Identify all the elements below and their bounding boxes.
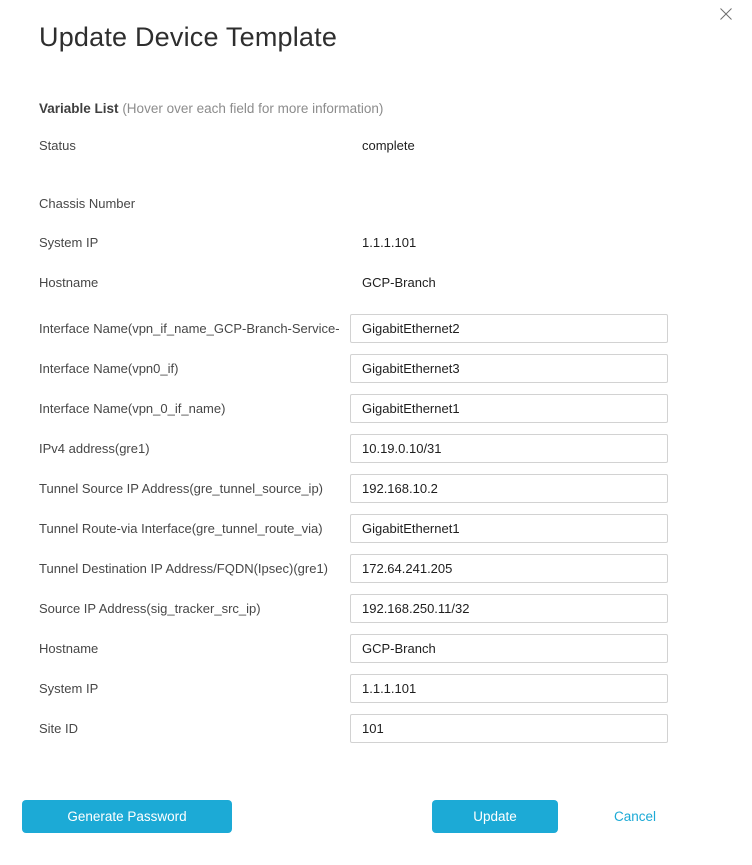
field-row-source-ip-address [39,594,752,623]
field-row-site-id [39,714,752,743]
system-ip-label: System IP [39,235,99,250]
field-label: Interface Name(vpn0_if) [39,361,179,376]
field-row-tunnel-route-via [39,514,752,543]
field-row-tunnel-source-ip [39,474,752,503]
system-ip-input[interactable] [350,674,668,703]
status-value: complete [362,138,415,153]
field-label: System IP [39,681,99,696]
interface-name-vpn0-if-input[interactable] [350,354,668,383]
field-label: Hostname [39,641,99,656]
site-id-input[interactable] [350,714,668,743]
field-row-hostname [39,634,752,663]
field-label: Tunnel Source IP Address(gre_tunnel_source_ip) [39,481,324,496]
field-row-interface-name-service [39,314,752,343]
field-label: Site ID [39,721,79,736]
interface-name-vpn-0-if-name-input[interactable] [350,394,668,423]
variable-list-hint: (Hover over each field for more information) [122,101,384,116]
readonly-row-hostname [39,275,752,294]
update-button[interactable]: Update [432,800,558,833]
field-label: Source IP Address(sig_tracker_src_ip) [39,601,261,616]
field-label: Interface Name(vpn_if_name_GCP-Branch-Service- [39,321,340,336]
ipv4-address-gre1-input[interactable] [350,434,668,463]
source-ip-address-input[interactable] [350,594,668,623]
interface-name-service-input[interactable] [350,314,668,343]
hostname-input[interactable] [350,634,668,663]
field-label: IPv4 address(gre1) [39,441,150,456]
variable-list-title: Variable List [39,101,119,116]
field-row-interface-name-vpn0-if [39,354,752,383]
field-row-tunnel-destination-ip [39,554,752,583]
readonly-rows [39,138,752,294]
field-row-ipv4-address-gre1 [39,434,752,463]
tunnel-source-ip-input[interactable] [350,474,668,503]
status-label: Status [39,138,76,153]
chassis-number-label: Chassis Number [39,196,136,211]
field-label: Interface Name(vpn_0_if_name) [39,401,226,416]
dialog-footer [0,800,752,833]
field-label: Tunnel Destination IP Address/FQDN(Ipsec)(gre1) [39,561,329,576]
tunnel-destination-ip-input[interactable] [350,554,668,583]
readonly-row-status [39,138,752,157]
tunnel-route-via-input[interactable] [350,514,668,543]
hostname-value: GCP-Branch [362,275,436,290]
readonly-row-system-ip [39,235,752,254]
field-row-system-ip [39,674,752,703]
generate-password-button[interactable]: Generate Password [22,800,232,833]
close-icon[interactable] [718,6,734,22]
system-ip-value: 1.1.1.101 [362,235,417,250]
readonly-row-chassis-number [39,196,752,215]
field-row-interface-name-vpn-0-if-name [39,394,752,423]
hostname-label: Hostname [39,275,99,290]
field-label: Tunnel Route-via Interface(gre_tunnel_route_via) [39,521,323,536]
editable-field-rows [39,314,752,743]
variable-list-header [39,101,752,116]
page-title: Update Device Template [39,22,338,52]
cancel-button[interactable]: Cancel [614,800,656,833]
